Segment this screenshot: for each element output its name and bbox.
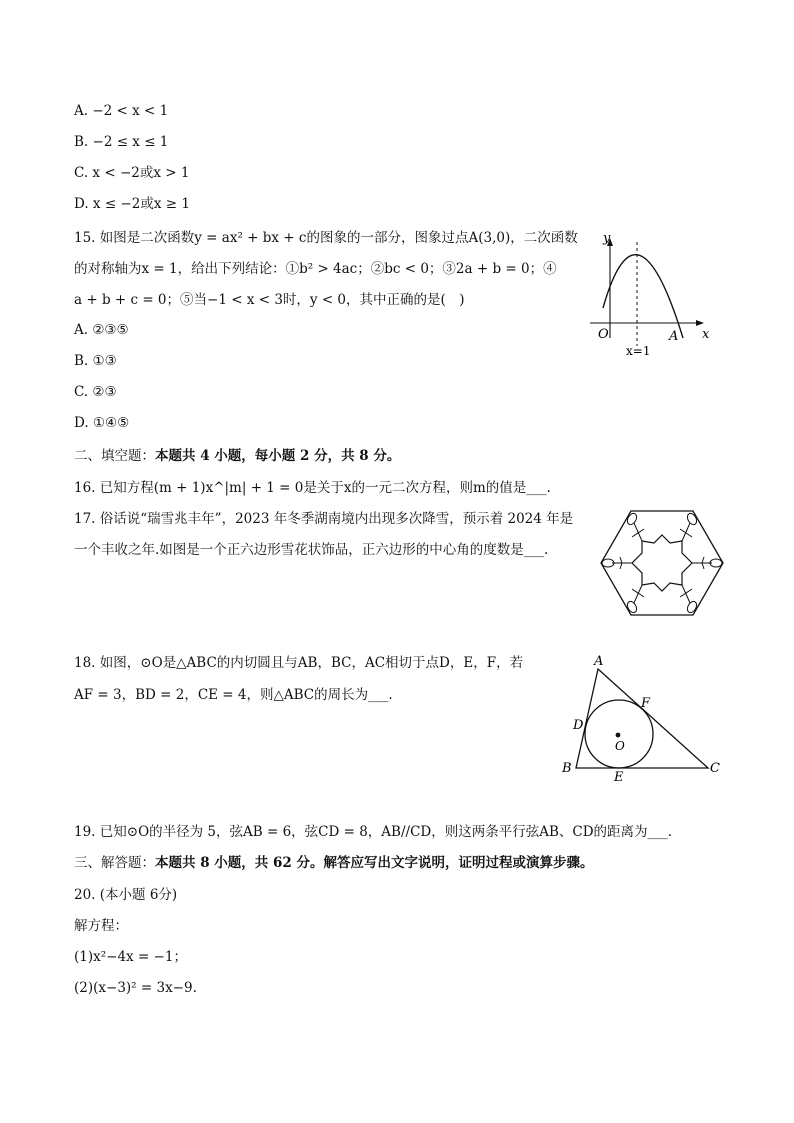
section3-title: 三、解答题： <box>74 855 155 871</box>
q20-item-2: (2)(x−3)² = 3x−9. <box>74 980 197 996</box>
vertex-c-label: C <box>710 761 720 776</box>
point-a-label: A <box>669 329 679 344</box>
section2-title: 二、填空题： <box>74 448 155 464</box>
symmetry-axis-label: x=1 <box>626 344 651 358</box>
q15-option-b: B. ①③ <box>74 353 117 369</box>
q18-stem-line1: 18. 如图，⊙O是△ABC的内切圆且与AB，BC，AC相切于点D，E，F，若 <box>74 655 524 671</box>
q16-stem: 16. 已知方程(m + 1)x^|m| + 1 = 0是关于x的一元二次方程，则m的值是___. <box>74 480 551 496</box>
q15-option-d: D. ①④⑤ <box>74 415 130 431</box>
section2-description: 本题共 4 小题，每小题 2 分，共 8 分。 <box>155 448 401 464</box>
incircle-triangle-figure <box>560 650 725 785</box>
section3-description: 本题共 8 小题，共 62 分。解答应写出文字说明，证明过程或演算步骤。 <box>155 855 594 871</box>
section3-heading <box>74 853 593 873</box>
q15-stem-line1: 15. 如图是二次函数y = ax² + bx + c的图象的一部分，图象过点A(3,0)，二次函数 <box>74 230 578 246</box>
x-axis-label: x <box>702 327 710 342</box>
center-o-label: O <box>615 739 625 753</box>
q14-option-c: C. x < −2或x > 1 <box>74 165 190 181</box>
hexagon-snowflake-figure <box>600 509 724 617</box>
center-o-dot <box>616 733 621 738</box>
parabola-curve <box>603 255 683 338</box>
q20-instruction: 解方程： <box>74 918 128 934</box>
snowflake-star-outline <box>632 535 692 591</box>
q15-stem-line3: a + b + c = 0；⑤当−1 < x < 3时，y < 0，其中正确的是( ) <box>74 292 465 308</box>
q20-item-1: (1)x²−4x = −1； <box>74 949 187 965</box>
q14-option-b: B. −2 ≤ x ≤ 1 <box>74 134 169 150</box>
vertex-a-label: A <box>594 654 604 669</box>
q17-stem-line1: 17. 俗话说“瑞雪兆丰年”，2023 年冬季湖南境内出现多次降雪，预示着 2024 年是 <box>74 511 574 527</box>
vertex-b-label: B <box>562 761 572 776</box>
q18-stem-line2: AF = 3，BD = 2，CE = 4，则△ABC的周长为___. <box>74 687 393 703</box>
triangle-abc <box>576 669 708 768</box>
q15-option-a: A. ②③⑤ <box>74 322 129 338</box>
y-axis-label: y <box>603 231 611 246</box>
tangent-d-label: D <box>573 718 584 733</box>
q14-option-d: D. x ≤ −2或x ≥ 1 <box>74 196 190 212</box>
q19-stem: 19. 已知⊙O的半径为 5，弦AB = 6，弦CD = 8，AB//CD，则这两条平行弦AB、CD的距离为___. <box>74 824 673 840</box>
origin-label: O <box>598 327 609 342</box>
tangent-e-label: E <box>614 770 624 785</box>
q15-option-c: C. ②③ <box>74 384 117 400</box>
q15-stem-line2: 的对称轴为x = 1，给出下列结论：①b² > 4ac；②bc < 0；③2a + b = 0；④ <box>74 261 557 277</box>
q20-header: 20. (本小题 6分) <box>74 887 178 903</box>
tangent-f-label: F <box>641 696 651 711</box>
q17-stem-line2: 一个丰收之年.如图是一个正六边形雪花状饰品，正六边形的中心角的度数是___. <box>74 542 549 558</box>
x-axis-arrow-icon <box>696 320 704 326</box>
parabola-figure <box>580 228 720 363</box>
section2-heading <box>74 446 400 466</box>
q14-option-a: A. −2 < x < 1 <box>74 103 169 119</box>
